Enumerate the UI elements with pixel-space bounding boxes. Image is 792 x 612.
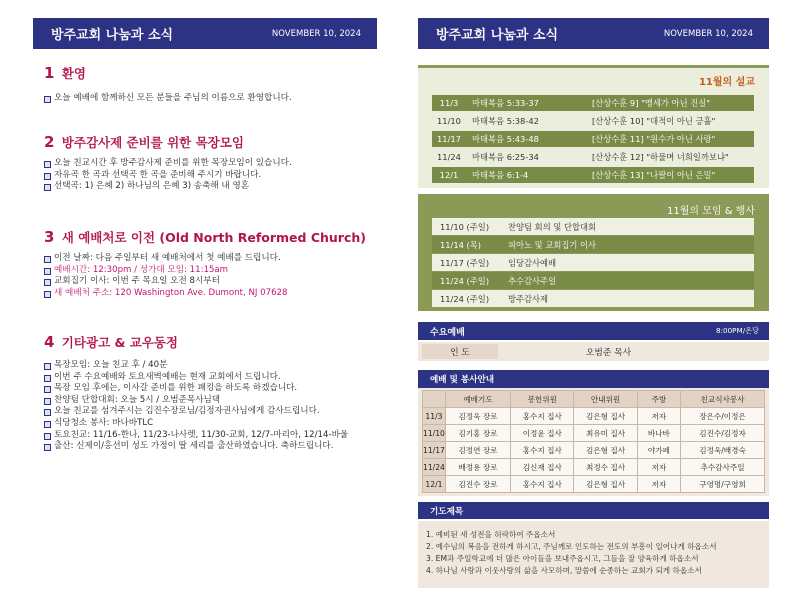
event-row — [432, 236, 754, 253]
section-title-text: 환영 — [61, 66, 86, 81]
table-header: 친교식사봉사 — [681, 391, 765, 408]
wednesday-label: 인 도 — [422, 344, 498, 359]
service-table — [422, 390, 765, 493]
table-cell: 홍수지 집사 — [511, 442, 574, 459]
header-date: NOVEMBER 10, 2024 — [271, 28, 361, 39]
wednesday-leader-row — [418, 342, 769, 361]
event-row — [432, 290, 754, 307]
table-cell: 김진수 장로 — [445, 476, 510, 493]
table-cell: 최정수 집사 — [574, 459, 637, 476]
table-cell: 저자 — [637, 476, 680, 493]
section-title-text: 기타광고 & 교우동정 — [61, 335, 179, 350]
events-schedule — [418, 194, 769, 311]
event-date: 11/14 (목) — [440, 239, 482, 250]
event-row — [432, 218, 754, 235]
table-cell: 구영명/구영희 — [681, 476, 765, 493]
sermon-row — [432, 131, 754, 147]
list-item: 목장 모임 후에는, 이사갈 준비를 위한 패킹을 하도록 하겠습니다. — [44, 383, 364, 395]
sermon-passage: 마태복음 6:1-4 — [472, 170, 529, 180]
table-cell: 야가페 — [637, 442, 680, 459]
prayer-header: 기도제목 — [418, 502, 769, 519]
list-item: 새 예배처 주소: 120 Washington Ave. Dumont, NJ 07628 — [44, 288, 364, 300]
table-cell: 홍수지 집사 — [511, 476, 574, 493]
sermon-row — [432, 113, 754, 129]
table-cell: 바나바 — [637, 425, 680, 442]
list-item: 이전 날짜: 다음 주일부터 새 예배처에서 첫 예배를 드립니다. — [44, 253, 364, 265]
section-1-list — [44, 93, 364, 105]
list-item: 4. 하나님 사랑과 이웃사랑의 삶을 사모하며, 말씀에 순종하는 교회가 되게 하옵소서 — [426, 566, 702, 575]
table-cell: 김은형 집사 — [574, 476, 637, 493]
table-row — [423, 459, 765, 476]
table-cell: 김정연 장로 — [445, 442, 510, 459]
list-item: 오늘 친교시간 후 방주감사제 준비를 위한 목장모임이 있습니다. — [44, 158, 364, 170]
table-cell: 11/3 — [423, 408, 446, 425]
sermon-theme: [산상수훈 9] "맹세가 아닌 진실" — [592, 98, 711, 108]
table-row — [423, 442, 765, 459]
section-number: 1 — [44, 64, 55, 82]
list-item: 1. 예비된 새 성전을 허락하여 주옵소서 — [426, 530, 556, 539]
table-cell: 11/10 — [423, 425, 446, 442]
table-header: 주방 — [637, 391, 680, 408]
list-item: 예배시간: 12:30pm / 성가대 모임: 11:15am — [44, 265, 364, 277]
header-date: NOVEMBER 10, 2024 — [663, 28, 753, 39]
section-4-title — [44, 333, 178, 351]
table-row — [423, 425, 765, 442]
table-header-row — [423, 391, 765, 408]
sermon-date: 12/1 — [439, 170, 459, 180]
list-item: 식당청소 봉사: 바나바TLC — [44, 418, 364, 430]
section-number: 3 — [44, 228, 55, 246]
table-header: 예배기도 — [445, 391, 510, 408]
sermon-passage: 마태복음 5:43-48 — [472, 134, 539, 144]
header-title: 방주교회 나눔과 소식 — [51, 28, 174, 43]
table-cell: 11/24 — [423, 459, 446, 476]
table-header: 안내위원 — [574, 391, 637, 408]
service-table-wrap — [418, 388, 769, 496]
section-2-title — [44, 133, 244, 151]
sermon-passage: 마태복음 5:33-37 — [472, 98, 539, 108]
table-cell: 김기홍 장로 — [445, 425, 510, 442]
sermon-theme: [산상수훈 10] "대적이 아닌 긍휼" — [592, 116, 716, 126]
event-date: 11/24 (주일) — [440, 293, 490, 304]
table-cell: 배정용 장로 — [445, 459, 510, 476]
wednesday-leader: 오범준 목사 — [585, 348, 632, 358]
sermon-passage: 마태복음 6:25-34 — [472, 152, 539, 162]
list-item: 2. 예수님의 복음을 전하게 하시고, 주님께로 인도하는 전도의 부흥이 일어나게 하옵소서 — [426, 542, 717, 551]
prayer-list — [418, 521, 769, 577]
list-item: 목장모임: 오늘 친교 후 / 40분 — [44, 360, 364, 372]
table-cell: 김진수/김정자 — [681, 425, 765, 442]
sermon-theme: [산상수훈 11] "원수가 아닌 사랑" — [592, 134, 716, 144]
event-name: 임당감사예배 — [508, 257, 557, 268]
sermon-row — [432, 149, 754, 165]
wednesday-header — [418, 322, 769, 340]
list-item: 자유곡 한 곡과 선택곡 한 곡을 준비해 주시기 바랍니다. — [44, 170, 364, 182]
table-cell: 김신재 집사 — [511, 459, 574, 476]
event-date: 11/17 (주일) — [440, 257, 490, 268]
list-item: 토요친교: 11/16-한나, 11/23-나사렛, 11/30-교회, 12/7-마리아, 12/14-바울 — [44, 430, 364, 442]
prayer-list-box — [418, 521, 769, 588]
list-item: 이번 주 수요예배와 토요새벽예배는 현재 교회에서 드립니다. — [44, 372, 364, 384]
sermon-date: 11/10 — [437, 116, 461, 126]
table-header — [423, 391, 446, 408]
event-name: 방주감사제 — [508, 293, 549, 304]
wednesday-time: 8:00PM/온당 — [716, 326, 759, 335]
table-cell: 김정욱 장로 — [445, 408, 510, 425]
table-row — [423, 476, 765, 493]
list-item: 찬양팀 단합대회: 오늘 5시 / 오범준목사님댁 — [44, 395, 364, 407]
list-item: 3. EM과 주일학교에 더 많은 아이들을 보내주옵시고, 그들을 잘 양육하게 하옵소서 — [426, 554, 699, 563]
section-number: 2 — [44, 133, 55, 151]
table-cell: 장은수/이정은 — [681, 408, 765, 425]
sermon-theme: [산상수훈 13] "나팔이 아닌 은밀" — [592, 170, 716, 180]
event-date: 11/24 (주일) — [440, 275, 490, 286]
sermon-row — [432, 95, 754, 111]
table-cell: 12/1 — [423, 476, 446, 493]
table-cell: 김정욱/배경숙 — [681, 442, 765, 459]
section-3-title — [44, 228, 366, 246]
section-title-text: 방주감사제 준비를 위한 목장모임 — [61, 135, 244, 150]
left-header — [33, 18, 377, 49]
sermon-title: 11월의 설교 — [698, 77, 755, 88]
right-header — [418, 18, 769, 49]
section-3-list — [44, 253, 364, 299]
event-name: 피아노 및 교회집기 이사 — [508, 239, 597, 250]
event-row — [432, 272, 754, 289]
table-row — [423, 408, 765, 425]
table-header: 봉헌위원 — [511, 391, 574, 408]
sermon-date: 11/17 — [437, 134, 461, 144]
sermon-date: 11/24 — [437, 152, 461, 162]
event-name: 추수감사주일 — [508, 275, 557, 286]
sermon-date: 11/3 — [439, 98, 459, 108]
section-title-text: 새 예배처로 이전 (Old North Reformed Church) — [61, 230, 366, 245]
table-cell: 추수감사주일 — [681, 459, 765, 476]
list-item: 교회집기 이사: 이번 주 목요일 오전 8시부터 — [44, 276, 364, 288]
table-cell: 홍수지 집사 — [511, 408, 574, 425]
table-cell: 11/17 — [423, 442, 446, 459]
sermon-schedule — [418, 65, 769, 188]
wednesday-title: 수요예배 — [430, 327, 465, 338]
header-title: 방주교회 나눔과 소식 — [436, 28, 559, 43]
table-cell: 저자 — [637, 459, 680, 476]
list-item: 출산: 신제이/홍선미 성도 가정이 딸 세리를 출산하였습니다. 축하드립니다. — [44, 441, 364, 453]
event-date: 11/10 (주일) — [440, 221, 490, 232]
events-title: 11월의 모임 & 행사 — [666, 206, 755, 217]
sermon-theme: [산상수훈 12] "하물며 너희일까보냐" — [592, 152, 729, 162]
section-1-title — [44, 64, 86, 82]
sermon-passage: 마태복음 5:38-42 — [472, 116, 539, 126]
table-cell: 최유미 집사 — [574, 425, 637, 442]
section-number: 4 — [44, 333, 55, 351]
sermon-row — [432, 167, 754, 183]
event-name: 찬양팀 회의 및 단합대회 — [508, 221, 597, 232]
list-item: 선택곡: 1) 은혜 2) 하나님의 은혜 3) 송축해 내 영혼 — [44, 181, 364, 193]
table-cell: 김은형 집사 — [574, 442, 637, 459]
table-cell: 저자 — [637, 408, 680, 425]
service-header: 예배 및 봉사안내 — [418, 370, 769, 388]
table-cell: 김은형 집사 — [574, 408, 637, 425]
event-row — [432, 254, 754, 271]
list-item: 오늘 친교를 섬겨주시는 김진수장로님/김정자권사님에게 감사드립니다. — [44, 406, 364, 418]
list-item: 오늘 예배에 함께하신 모든 분들을 주님의 이름으로 환영합니다. — [44, 93, 364, 105]
table-cell: 이정윤 집사 — [511, 425, 574, 442]
section-2-list — [44, 158, 364, 193]
section-4-list — [44, 360, 364, 453]
